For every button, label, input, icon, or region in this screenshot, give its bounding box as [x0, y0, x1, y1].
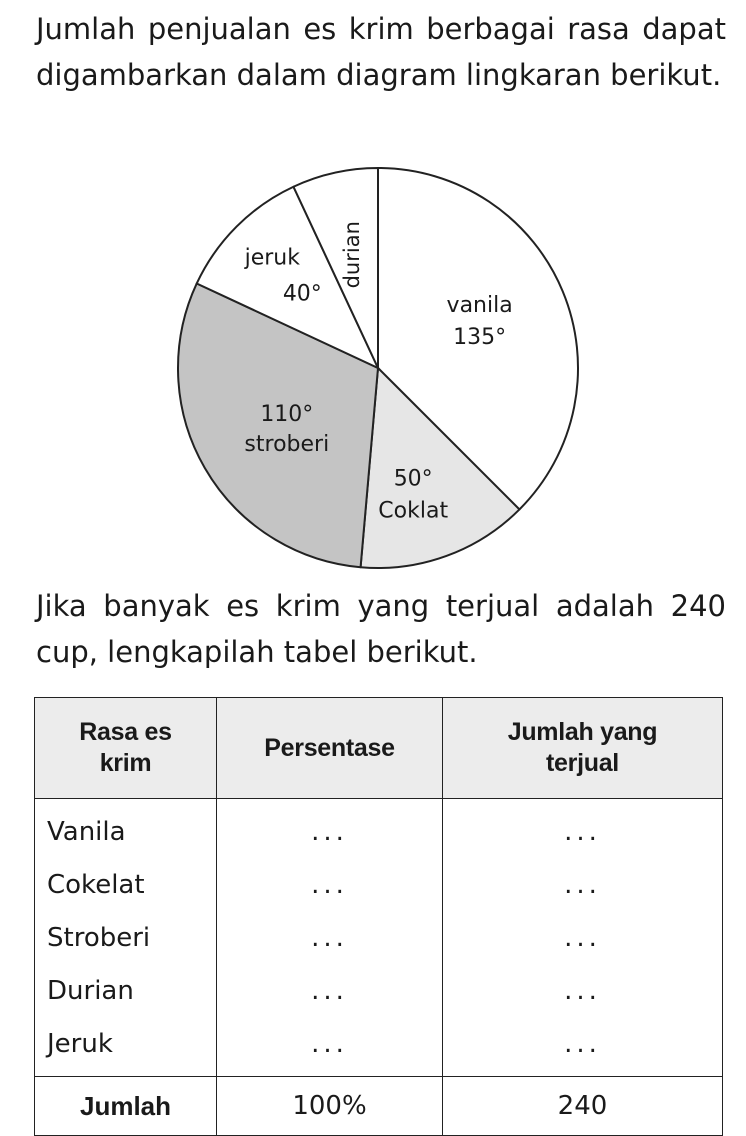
intro-paragraph: Jumlah penjualan es krim berbagai rasa dapat digambarkan dalam diagram lingkaran berikut. — [36, 12, 726, 92]
pie-value-coklat: 50° — [393, 466, 433, 492]
cell-flavor: Jeruk — [35, 1017, 217, 1077]
pie-label-durian: durian — [339, 221, 364, 289]
cell-total-count: 240 — [443, 1077, 723, 1136]
pie-chart — [170, 158, 586, 578]
question-paragraph: Jika banyak es krim yang terjual adalah 240 cup, lengkapilah tabel berikut. — [36, 589, 726, 669]
cell-percentage: ... — [217, 964, 443, 1017]
pie-label-coklat: Coklat — [378, 498, 449, 524]
cell-flavor: Stroberi — [35, 911, 217, 964]
pie-value-jeruk: 40° — [282, 281, 322, 307]
header-flavor: Rasa es krim — [35, 698, 217, 799]
pie-label-vanila: vanila — [446, 292, 513, 318]
cell-sold-count: ... — [443, 1017, 723, 1077]
sales-table — [34, 697, 723, 1136]
pie-label-jeruk: jeruk — [244, 245, 301, 271]
table-row — [35, 799, 723, 859]
table-header-row — [35, 698, 723, 799]
cell-flavor: Vanila — [35, 799, 217, 859]
cell-flavor: Durian — [35, 964, 217, 1017]
cell-sold-count: ... — [443, 858, 723, 911]
cell-percentage: ... — [217, 858, 443, 911]
cell-total-percentage: 100% — [217, 1077, 443, 1136]
table-row — [35, 1017, 723, 1077]
table-row — [35, 858, 723, 911]
table-row — [35, 911, 723, 964]
cell-total-label: Jumlah — [35, 1077, 217, 1136]
pie-label-stroberi: stroberi — [244, 432, 330, 458]
cell-flavor: Cokelat — [35, 858, 217, 911]
pie-value-vanila: 135° — [453, 324, 507, 350]
header-percentage: Persentase — [217, 698, 443, 799]
table-total-row — [35, 1077, 723, 1136]
pie-value-stroberi: 110° — [260, 402, 314, 428]
header-sold-count: Jumlah yang terjual — [443, 698, 723, 799]
cell-sold-count: ... — [443, 964, 723, 1017]
cell-percentage: ... — [217, 799, 443, 859]
cell-sold-count: ... — [443, 911, 723, 964]
table-row — [35, 964, 723, 1017]
cell-sold-count: ... — [443, 799, 723, 859]
cell-percentage: ... — [217, 1017, 443, 1077]
cell-percentage: ... — [217, 911, 443, 964]
